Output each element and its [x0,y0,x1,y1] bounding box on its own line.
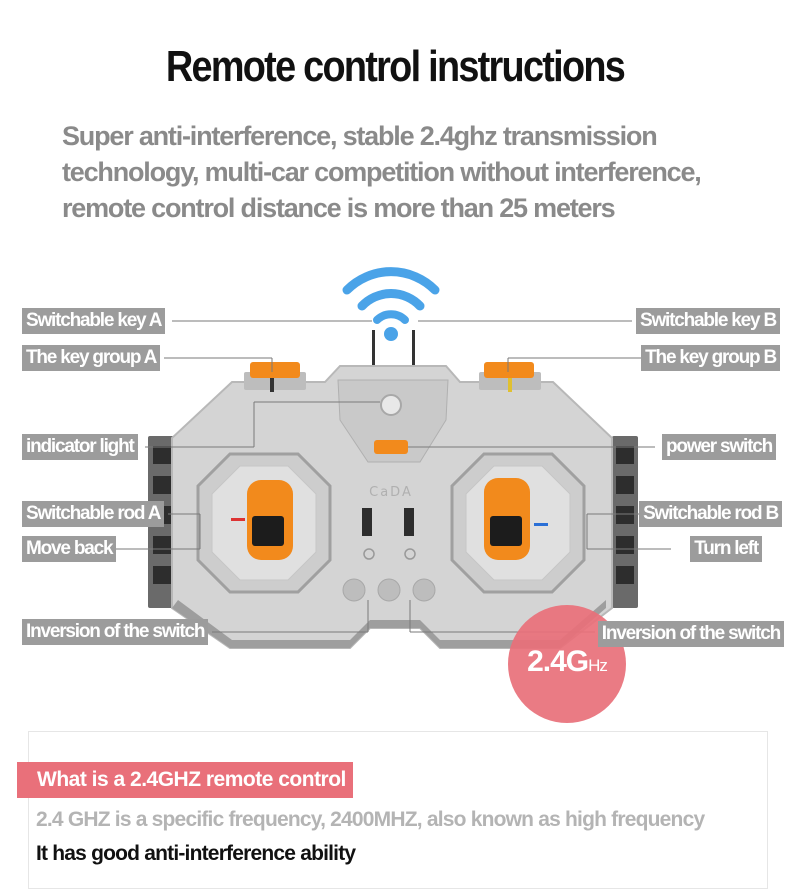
page-subtitle: Super anti-interference, stable 2.4ghz transmission technology, multi-car competition without interference, remote control distance is more than 25 meters [62,121,701,223]
label-inversion-right: Inversion of the switch [598,621,784,647]
inversion-buttons [343,579,435,601]
label-key-group-a: The key group A [22,345,160,371]
label-turn-left: Turn left [690,536,762,562]
wifi-dot [384,327,398,341]
label-power-switch: power switch [662,434,776,460]
label-switchable-rod-b: Switchable rod B [639,501,782,527]
label-move-back: Move back [22,536,116,562]
stick-housing-a [198,454,330,592]
stick-housing-b [452,454,584,592]
badge-value: 2.4G [527,645,589,678]
page-title: Remote control instructions [165,42,625,91]
label-switchable-key-a: Switchable key A [22,308,165,334]
label-switchable-key-b: Switchable key B [636,308,780,334]
info-line-1: 2.4 GHZ is a specific frequency, 2400MHZ, also known as high frequency [36,808,705,831]
label-indicator-light: indicator light [22,434,138,460]
key-group-b [479,362,541,392]
wifi-icon [347,272,435,320]
indicator-light [381,395,401,415]
label-key-group-b: The key group B [641,345,780,371]
label-inversion-left: Inversion of the switch [22,619,208,645]
brand-mark: CaDA [369,485,413,500]
badge-unit: Hz [588,656,607,675]
label-switchable-rod-a: Switchable rod A [22,501,164,527]
side-rail-right [612,436,638,608]
info-line-2: It has good anti-interference ability [36,842,356,865]
info-heading: What is a 2.4GHZ remote control [17,762,353,798]
key-group-a [244,362,306,392]
power-switch[interactable] [374,440,408,454]
